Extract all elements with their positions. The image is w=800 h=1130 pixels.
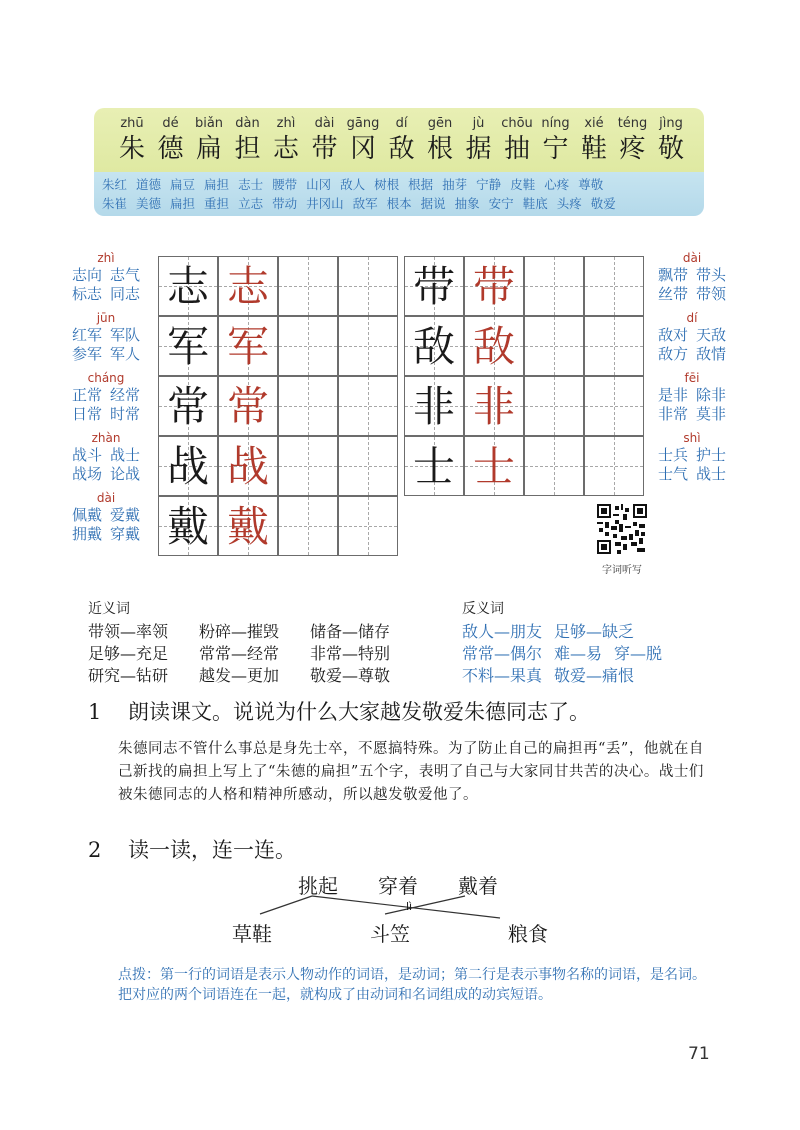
recognition-word: 头疼 [556, 196, 582, 211]
side-word-line [646, 405, 738, 424]
match-bottom-word: 草鞋 [232, 922, 272, 946]
side-pinyin: zhì [97, 251, 115, 265]
write-cell-char [464, 256, 524, 316]
recognition-char [112, 116, 152, 166]
side-word: 士气 [657, 465, 688, 483]
recognition-char [151, 116, 191, 166]
recognition-char-pinyin: gēn [427, 116, 453, 131]
side-words-right [646, 370, 738, 424]
recognition-char-pinyin: jù [472, 116, 485, 131]
recognition-word: 敬爱 [590, 196, 616, 211]
recognition-char-pinyin: zhū [120, 116, 144, 131]
side-word: 红军 [71, 326, 102, 344]
synonym-pair: 足够—充足 [88, 644, 169, 663]
write-char-red: 军 [226, 322, 269, 371]
recognition-char [651, 116, 691, 166]
recognition-char-hanzi: 敌 [388, 134, 415, 164]
antonym-row [462, 665, 722, 687]
antonym-pair: 穿—脱 [614, 644, 663, 663]
recognition-char-hanzi: 朱 [118, 134, 145, 164]
write-cell-empty[interactable] [338, 376, 398, 436]
recognition-char [420, 116, 460, 166]
recognition-word: 敌军 [352, 196, 378, 211]
recognition-word: 重担 [204, 196, 230, 211]
side-word: 莫非 [696, 405, 727, 423]
write-cell-empty[interactable] [338, 256, 398, 316]
recognition-words [94, 172, 704, 216]
synonym-pair: 敬爱—尊敬 [310, 666, 391, 685]
recognition-word: 安宁 [488, 196, 514, 211]
side-word: 爱戴 [110, 506, 141, 524]
synonym-pair: 粉碎—摧毁 [199, 622, 280, 641]
recognition-char-hanzi: 宁 [542, 134, 569, 164]
match-bottom-word: 粮食 [508, 922, 548, 946]
recognition-banner [94, 108, 704, 216]
side-word-line [60, 446, 152, 465]
synonyms-section [88, 598, 428, 687]
recognition-char [266, 116, 306, 166]
side-word-line [646, 465, 738, 484]
side-pinyin: cháng [87, 371, 125, 385]
recognition-word: 宁静 [476, 177, 502, 192]
side-word: 穿戴 [110, 525, 141, 543]
recognition-word: 腰带 [272, 177, 298, 192]
recognition-word: 抽象 [454, 196, 480, 211]
side-words-right [646, 430, 738, 484]
write-cell-char [158, 316, 218, 376]
tip-note: 点拨：第一行的词语是表示人物动作的词语，是动词；第二行是表示事物名称的词语，是名词。把对应的两个词语连在一起，就构成了由动词和名词组成的动宾短语。 [118, 967, 706, 1003]
antonym-pair: 足够—缺乏 [554, 622, 635, 641]
synonyms-heading: 近义词 [88, 601, 130, 617]
side-words-left [60, 430, 152, 484]
side-word: 正常 [71, 386, 102, 404]
page-number: 71 [688, 1044, 710, 1064]
write-char-black: 常 [166, 382, 209, 431]
recognition-char [459, 116, 499, 166]
exercise-1 [88, 696, 590, 726]
side-word: 战斗 [71, 446, 102, 464]
recognition-char-pinyin: dí [395, 116, 408, 131]
side-word: 经常 [110, 386, 141, 404]
write-cell-empty[interactable] [524, 376, 584, 436]
exercise-2 [88, 834, 296, 864]
write-cell-empty[interactable] [524, 436, 584, 496]
side-word: 飘带 [657, 266, 688, 284]
antonyms-section [462, 598, 722, 687]
write-cell-char [218, 436, 278, 496]
side-word: 志向 [71, 266, 102, 284]
side-word-line [60, 405, 152, 424]
recognition-char-pinyin: dàn [235, 116, 260, 131]
recognition-word: 志士 [238, 177, 264, 192]
side-word-line [646, 345, 738, 364]
write-cell-char [218, 316, 278, 376]
recognition-word: 根据 [408, 177, 434, 192]
recognition-word: 井冈山 [306, 196, 344, 211]
side-word: 护士 [696, 446, 727, 464]
write-cell-empty[interactable] [338, 316, 398, 376]
side-word-line [646, 285, 738, 304]
side-word: 非常 [657, 405, 688, 423]
recognition-char-hanzi: 敬 [657, 134, 684, 164]
write-cell-char [464, 316, 524, 376]
recognition-word: 敌人 [340, 177, 366, 192]
write-cell-empty[interactable] [278, 376, 338, 436]
synonym-pair: 带领—率领 [88, 622, 169, 641]
write-char-black: 志 [166, 262, 209, 311]
exercise-2-number: 2 [88, 838, 102, 862]
side-word: 佩戴 [71, 506, 102, 524]
write-cell-char [158, 256, 218, 316]
recognition-char [305, 116, 345, 166]
side-word-line [646, 326, 738, 345]
write-char-black: 战 [166, 442, 209, 491]
recognition-char [497, 116, 537, 166]
recognition-char [228, 116, 268, 166]
recognition-char-pinyin: jìng [659, 116, 683, 131]
recognition-char-pinyin: chōu [501, 116, 533, 131]
write-cell-char [218, 376, 278, 436]
write-char-black: 带 [412, 262, 455, 311]
exercise-1-number: 1 [88, 700, 102, 724]
recognition-char-hanzi: 据 [465, 134, 492, 164]
write-cell-char [404, 436, 464, 496]
side-word-line [60, 386, 152, 405]
write-char-red: 士 [472, 442, 515, 491]
side-word: 是非 [657, 386, 688, 404]
side-words-left [60, 310, 152, 364]
side-word: 军人 [110, 345, 141, 363]
recognition-word: 树根 [374, 177, 400, 192]
recognition-word: 朱红 [102, 177, 128, 192]
side-pinyin: dài [96, 491, 116, 505]
side-word: 军队 [110, 326, 141, 344]
antonym-row [462, 621, 722, 643]
side-pinyin: fēi [684, 371, 700, 385]
recognition-char [613, 116, 653, 166]
write-cell-empty[interactable] [584, 376, 644, 436]
write-cell-char [158, 376, 218, 436]
side-words-left [60, 370, 152, 424]
recognition-char-hanzi: 志 [272, 134, 299, 164]
write-cell-char [404, 376, 464, 436]
recognition-char-hanzi: 冈 [349, 134, 376, 164]
write-char-black: 敌 [412, 322, 455, 371]
recognition-word: 鞋底 [522, 196, 548, 211]
synonym-pair: 储备—储存 [310, 622, 391, 641]
write-cell-char [158, 496, 218, 556]
recognition-char-pinyin: xié [584, 116, 604, 131]
exercise-2-title: 读一读，连一连。 [128, 838, 296, 862]
pinyin-note: lì [406, 900, 413, 913]
antonym-pair: 敬爱—痛恨 [554, 666, 635, 685]
write-cell-char [404, 256, 464, 316]
side-word: 参军 [71, 345, 102, 363]
write-char-red: 战 [226, 442, 269, 491]
write-cell-empty[interactable] [278, 496, 338, 556]
recognition-char [536, 116, 576, 166]
synonym-pair: 非常—特别 [310, 644, 391, 663]
write-cell-char [404, 316, 464, 376]
side-word: 天敌 [696, 326, 727, 344]
side-word: 士兵 [657, 446, 688, 464]
recognition-word: 朱崔 [102, 196, 128, 211]
write-cell-empty[interactable] [584, 316, 644, 376]
synonym-row [88, 665, 428, 687]
recognition-char-pinyin: téng [617, 116, 648, 131]
side-word-line [646, 386, 738, 405]
write-cell-char [464, 436, 524, 496]
qr-code-icon[interactable] [597, 504, 647, 554]
recognition-char-hanzi: 德 [157, 134, 184, 164]
recognition-char [343, 116, 383, 166]
recognition-word: 抽芽 [442, 177, 468, 192]
write-char-red: 带 [472, 262, 515, 311]
recognition-char-hanzi: 抽 [503, 134, 530, 164]
write-cell-empty[interactable] [278, 316, 338, 376]
recognition-char-hanzi: 根 [426, 134, 453, 164]
side-word: 论战 [110, 465, 141, 483]
side-words-left [60, 250, 152, 304]
recognition-char-pinyin: níng [541, 116, 570, 131]
side-pinyin: jūn [96, 311, 116, 325]
side-pinyin: dài [682, 251, 702, 265]
write-cell-char [218, 496, 278, 556]
write-char-black: 军 [166, 322, 209, 371]
match-top-word: 穿着 [378, 874, 418, 898]
side-word: 战场 [71, 465, 102, 483]
word-row-2 [102, 194, 625, 212]
antonyms-heading: 反义词 [462, 601, 504, 617]
recognition-word: 美德 [136, 196, 162, 211]
side-pinyin: zhàn [91, 431, 121, 445]
side-word-line [60, 465, 152, 484]
match-bottom-word: 斗笠 [370, 922, 410, 946]
matching-exercise [200, 862, 620, 952]
qr-caption: 字词听写 [602, 565, 642, 576]
recognition-char [574, 116, 614, 166]
write-cell-char [218, 256, 278, 316]
side-word: 敌情 [696, 345, 727, 363]
side-word: 时常 [110, 405, 141, 423]
recognition-word: 带动 [272, 196, 298, 211]
side-word: 带领 [696, 285, 727, 303]
side-word: 带头 [696, 266, 727, 284]
recognition-char-pinyin: dài [314, 116, 335, 131]
synonym-pair: 常常—经常 [199, 644, 280, 663]
exercise-1-title: 朗读课文。说说为什么大家越发敬爱朱德同志了。 [128, 700, 590, 724]
side-words-right [646, 250, 738, 304]
antonym-row [462, 643, 722, 665]
recognition-word: 山冈 [306, 177, 332, 192]
side-word: 丝带 [657, 285, 688, 303]
write-cell-empty[interactable] [278, 256, 338, 316]
synonym-pair: 越发—更加 [199, 666, 280, 685]
antonym-pair: 难—易 [554, 644, 603, 663]
synonym-row [88, 621, 428, 643]
recognition-char [382, 116, 422, 166]
recognition-char-hanzi: 疼 [619, 134, 646, 164]
side-word: 拥戴 [71, 525, 102, 543]
recognition-word: 扁担 [204, 177, 230, 192]
write-cell-empty[interactable] [584, 256, 644, 316]
recognition-char-hanzi: 担 [234, 134, 261, 164]
side-word-line [646, 266, 738, 285]
write-char-black: 非 [412, 382, 455, 431]
write-cell-empty[interactable] [338, 436, 398, 496]
side-pinyin: shì [683, 431, 701, 445]
side-word-line [60, 285, 152, 304]
match-top-word: 挑起 [298, 874, 338, 898]
recognition-char-pinyin: zhì [276, 116, 296, 131]
write-cell-char [464, 376, 524, 436]
word-row-1 [102, 175, 612, 193]
side-word: 敌方 [657, 345, 688, 363]
write-char-red: 敌 [472, 322, 515, 371]
recognition-word: 心疼 [544, 177, 570, 192]
write-char-red: 志 [226, 262, 269, 311]
recognition-word: 尊敬 [578, 177, 604, 192]
write-char-red: 戴 [226, 502, 269, 551]
write-cell-empty[interactable] [278, 436, 338, 496]
side-words-left [60, 490, 152, 544]
side-word-line [60, 266, 152, 285]
write-cell-empty[interactable] [338, 496, 398, 556]
side-word-line [60, 506, 152, 525]
synonym-pair: 研究—钻研 [88, 666, 169, 685]
recognition-char-pinyin: biǎn [194, 116, 224, 131]
recognition-char-hanzi: 扁 [195, 134, 222, 164]
match-top-word: 戴着 [458, 874, 498, 898]
recognition-word: 扁豆 [170, 177, 196, 192]
side-word: 同志 [110, 285, 141, 303]
side-word: 志气 [110, 266, 141, 284]
recognition-char-hanzi: 带 [311, 134, 338, 164]
side-word: 敌对 [657, 326, 688, 344]
recognition-chars [94, 108, 704, 172]
recognition-word: 立志 [238, 196, 264, 211]
side-word-line [60, 525, 152, 544]
recognition-char [189, 116, 229, 166]
side-word: 战士 [110, 446, 141, 464]
antonym-pair: 常常—偶尔 [462, 644, 543, 663]
synonym-row [88, 643, 428, 665]
write-char-red: 非 [472, 382, 515, 431]
write-char-red: 常 [226, 382, 269, 431]
recognition-word: 扁担 [170, 196, 196, 211]
side-word: 除非 [696, 386, 727, 404]
side-pinyin: dí [686, 311, 698, 325]
antonym-pair: 敌人—朋友 [462, 622, 543, 641]
side-word: 日常 [71, 405, 102, 423]
recognition-word: 据说 [420, 196, 446, 211]
recognition-char-hanzi: 鞋 [580, 134, 607, 164]
recognition-word: 皮鞋 [510, 177, 536, 192]
write-cell-empty[interactable] [524, 316, 584, 376]
recognition-char-pinyin: dé [162, 116, 179, 131]
side-word-line [646, 446, 738, 465]
recognition-char-pinyin: gāng [346, 116, 380, 131]
side-word: 战士 [696, 465, 727, 483]
write-cell-char [158, 436, 218, 496]
recognition-word: 根本 [386, 196, 412, 211]
recognition-word: 道德 [136, 177, 162, 192]
exercise-1-answer: 朱德同志不管什么事总是身先士卒，不愿搞特殊。为了防止自己的扁担再“丢”，他就在自己新找的扁担上写上了“朱德的扁担”五个字，表明了自己与大家同甘共苦的决心。战士们被朱德同志的人格和精神所感动，所以越发敬爱他了。 [118, 741, 704, 803]
side-word-line [60, 345, 152, 364]
write-char-black: 士 [412, 442, 455, 491]
write-cell-empty[interactable] [584, 436, 644, 496]
side-word: 标志 [71, 285, 102, 303]
write-char-black: 戴 [166, 502, 209, 551]
side-word-line [60, 326, 152, 345]
write-cell-empty[interactable] [524, 256, 584, 316]
side-words-right [646, 310, 738, 364]
antonym-pair: 不料—果真 [462, 666, 543, 685]
